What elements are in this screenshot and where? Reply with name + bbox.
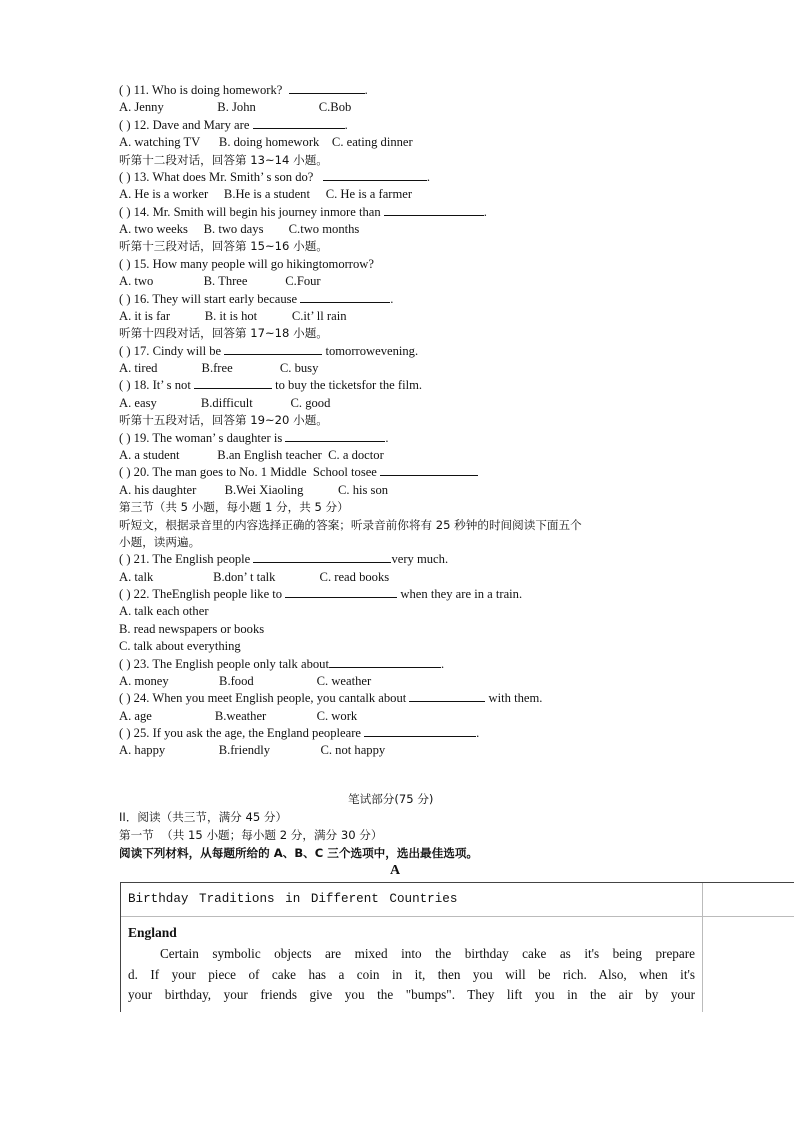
line-text: 听第十五段对话，回答第 19~20 小题。 — [119, 413, 328, 428]
line-text: ( ) 18. It’ s not — [119, 378, 194, 393]
line-q17 — [119, 343, 418, 359]
line-text: A. his daughter B.Wei Xiaoling C. his son — [119, 482, 389, 497]
line-q11 — [119, 82, 368, 98]
answer-blank[interactable] — [384, 204, 484, 216]
line-text: ( ) 11. Who is doing homework? — [119, 83, 289, 97]
line-text: ( ) 22. TheEnglish people like to — [119, 587, 286, 602]
line-text: A. two weeks B. two days C.two months — [119, 222, 360, 237]
line-text: . — [344, 117, 348, 132]
line-text: ( ) 21. The English people — [119, 552, 254, 567]
line-text: 听第十四段对话，回答第 17~18 小题。 — [119, 326, 328, 341]
line-text: . — [385, 430, 389, 445]
written-part-title: 笔试部分(75 分) — [348, 792, 434, 806]
answer-blank[interactable] — [253, 117, 345, 129]
section2-title: II．阅读（共三节，满分 45 分） — [119, 810, 288, 824]
line-q17o — [119, 360, 318, 376]
line-text: . — [390, 291, 394, 306]
line-q20o — [119, 482, 388, 498]
line-q21o — [119, 569, 389, 585]
line-text: A. Jenny B. John C.Bob — [119, 100, 352, 115]
line-q16o — [119, 308, 347, 324]
line-q14 — [119, 204, 487, 220]
line-text: A. it is far B. it is hot C.it’ ll rain — [119, 308, 347, 323]
line-text: A. He is a worker B.He is a student C. He is a farmer — [119, 187, 413, 202]
answer-blank[interactable] — [364, 725, 476, 737]
line-q14o — [119, 221, 359, 237]
line-text: very much. — [391, 552, 449, 567]
line-text: A. a student B.an English teacher C. a doctor — [119, 447, 384, 462]
answer-blank[interactable] — [300, 291, 390, 303]
line-q23o — [119, 673, 371, 689]
line-text: 听第十二段对话，回答第 13~14 小题。 — [119, 152, 328, 167]
line-q22c — [119, 638, 241, 654]
answer-blank[interactable] — [224, 343, 322, 355]
section2-instruction: 阅读下列材料，从每题所给的 A、B、C 三个选项中，选出最佳选项。 — [119, 846, 479, 860]
line-q16 — [119, 291, 393, 307]
line-q18 — [119, 377, 422, 393]
answer-blank[interactable] — [323, 169, 427, 181]
line-text: ( ) 13. What does Mr. Smith’ s son do? — [119, 169, 323, 184]
line-q22 — [119, 586, 522, 602]
line-text: 小题，读两遍。 — [119, 534, 201, 549]
line-text: ( ) 20. The man goes to No. 1 Middle School tosee — [119, 465, 381, 480]
line-s14 — [119, 325, 328, 341]
line-text: A. happy B.friendly C. not happy — [119, 743, 386, 758]
line-q23 — [119, 656, 444, 672]
line-q12 — [119, 117, 348, 133]
answer-blank[interactable] — [285, 430, 385, 442]
line-text: B. read newspapers or books — [119, 621, 265, 636]
line-q25o — [119, 742, 385, 758]
passage-line: your birthday, your friends give you the "bumps". They lift you in the air by your — [128, 987, 695, 1002]
line-q19 — [119, 430, 389, 446]
line-text: A. watching TV B. doing homework C. eating dinner — [119, 135, 413, 150]
line-text: 第三节（共 5 小题，每小题 1 分，共 5 分） — [119, 500, 349, 515]
line-q13o — [119, 186, 412, 202]
line-text: . — [440, 656, 445, 671]
answer-blank[interactable] — [409, 690, 485, 702]
line-text: . — [476, 726, 480, 741]
line-text: ( ) 25. If you ask the age, the England peopleare — [119, 726, 365, 741]
line-text: ( ) 16. They will start early because — [119, 291, 301, 306]
line-text: A. tired B.free C. busy — [119, 361, 319, 376]
line-q15o — [119, 273, 321, 289]
birthday-traditions-table — [120, 882, 794, 1012]
line-text: ( ) 15. How many people will go hikingtomorrow? — [119, 256, 374, 271]
line-text: A. age B.weather C. work — [119, 708, 358, 723]
line-q19o — [119, 447, 384, 463]
line-sec3 — [119, 499, 349, 515]
passage-line: Certain symbolic objects are mixed into the birthday cake as it's being prepare — [160, 946, 695, 961]
table-header: Birthday Traditions in Different Countries — [128, 892, 458, 906]
passage-body — [128, 944, 695, 1006]
line-text: ( ) 14. Mr. Smith will begin his journey inmore than — [119, 204, 384, 219]
answer-blank[interactable] — [380, 464, 478, 476]
table-row-divider — [121, 916, 794, 917]
line-q24 — [119, 690, 542, 706]
line-text: C. talk about everything — [119, 639, 241, 654]
section2-subtitle: 第一节 （共 15 小题；每小题 2 分，满分 30 分） — [119, 828, 383, 842]
line-s12 — [119, 152, 328, 168]
line-q11o — [119, 99, 351, 115]
line-text: ( ) 23. The English people only talk about — [119, 656, 329, 671]
line-s15 — [119, 412, 328, 428]
line-text: . — [483, 204, 487, 219]
answer-blank[interactable] — [253, 551, 391, 563]
line-text: 听第十三段对话，回答第 15~16 小题。 — [119, 239, 328, 254]
line-text: A. talk each other — [119, 604, 209, 619]
line-text: . — [426, 169, 430, 184]
line-text: ( ) 24. When you meet English people, you cantalk about — [119, 691, 410, 706]
line-q22b — [119, 621, 264, 637]
line-text: ( ) 12. Dave and Mary are — [119, 117, 253, 132]
line-q24o — [119, 708, 357, 724]
answer-blank[interactable] — [289, 82, 365, 94]
line-q15 — [119, 256, 374, 272]
line-q18o — [119, 395, 330, 411]
answer-blank[interactable] — [329, 656, 441, 668]
line-text: . — [364, 83, 368, 97]
line-q22a — [119, 603, 209, 619]
line-inst2 — [119, 534, 200, 550]
line-text: A. talk B.don’ t talk C. read books — [119, 569, 390, 584]
line-text: A. easy B.difficult C. good — [119, 395, 331, 410]
line-text: ( ) 19. The woman’ s daughter is — [119, 430, 286, 445]
line-q12o — [119, 134, 413, 150]
line-s13 — [119, 238, 328, 254]
line-text: A. two B. Three C.Four — [119, 274, 321, 289]
line-text: when they are in a train. — [397, 587, 523, 602]
table-column-divider — [702, 883, 703, 1012]
answer-blank[interactable] — [194, 377, 272, 389]
line-q13 — [119, 169, 430, 185]
line-inst1 — [119, 517, 582, 533]
passage-label: A — [390, 863, 401, 878]
line-q21 — [119, 551, 448, 567]
line-text: to buy the ticketsfor the film. — [271, 378, 423, 393]
country-heading: England — [128, 925, 177, 940]
line-text: tomorrowevening. — [322, 343, 419, 358]
line-text: 听短文，根据录音里的内容选择正确的答案；听录音前你将有 25 秒钟的时间阅读下面五个 — [119, 517, 582, 532]
line-text: with them. — [485, 691, 543, 706]
line-q25 — [119, 725, 479, 741]
line-text: ( ) 17. Cindy will be — [119, 343, 225, 358]
answer-blank[interactable] — [285, 586, 397, 598]
line-text: A. money B.food C. weather — [119, 673, 372, 688]
passage-line: d. If your piece of cake has a coin in it, then you will be rich. Also, when it's — [128, 966, 695, 982]
line-q20 — [119, 464, 478, 480]
